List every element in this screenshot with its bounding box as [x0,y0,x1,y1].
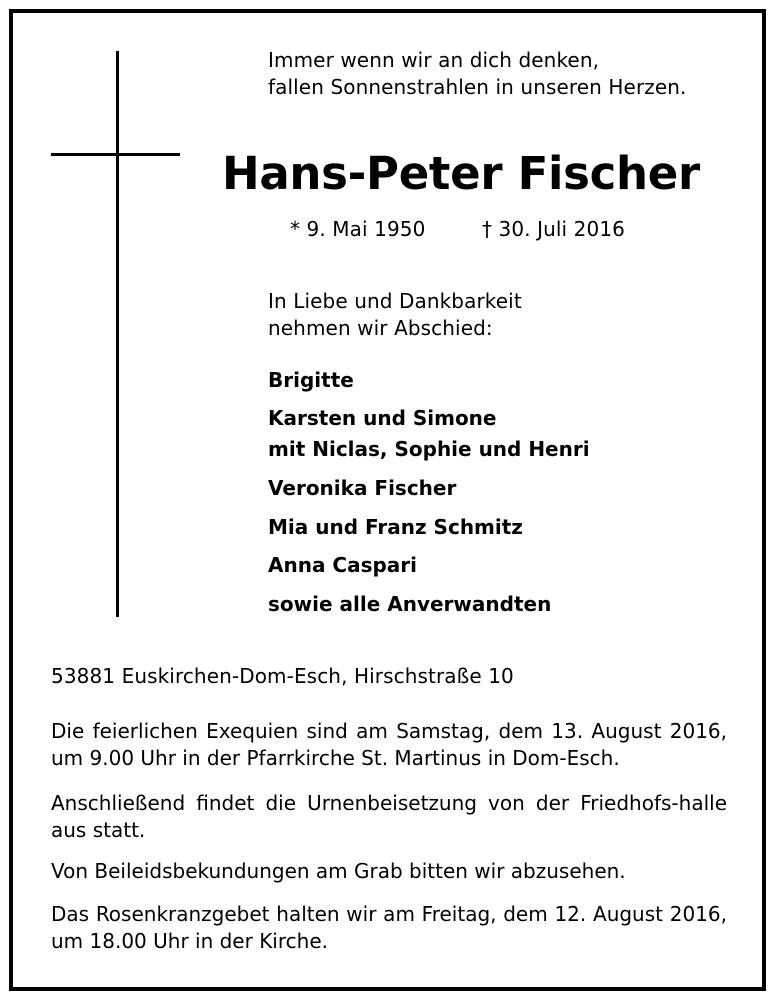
motto-line-2: fallen Sonnenstrahlen in unseren Herzen. [268,75,687,99]
farewell-line-2: nehmen wir Abschied: [268,316,493,340]
rosary-paragraph: Das Rosenkranzgebet halten wir am Freitag, dem 12. August 2016, um 18.00 Uhr in der Kirche. [51,902,727,953]
deceased-name: Hans-Peter Fischer [222,147,700,200]
condolence-paragraph: Von Beileidsbekundungen am Grab bitten wir abzusehen. [51,859,626,883]
cross-vertical-bar [116,51,119,617]
mourner-name: Anna Caspari [268,553,418,577]
mourner-name: Brigitte [268,368,354,392]
mourner-name: sowie alle Anverwandten [268,592,552,616]
motto [268,47,687,101]
farewell-line-1: In Liebe und Dankbarkeit [268,289,522,313]
death-date: † 30. Juli 2016 [482,217,625,241]
motto-line-1: Immer wenn wir an dich denken, [268,48,600,72]
mourner-name: Veronika Fischer [268,476,457,500]
funeral-service-paragraph: Die feierlichen Exequien sind am Samstag, dem 13. August 2016, um 9.00 Uhr in der Pfarrkirche St. Martinus in Dom-Esch. [51,719,727,770]
address: 53881 Euskirchen-Dom-Esch, Hirschstraße 10 [51,664,514,688]
cross-horizontal-bar [51,153,180,156]
mourner-name: Mia und Franz Schmitz [268,515,523,539]
mourner-name: mit Niclas, Sophie und Henri [268,437,590,461]
burial-paragraph: Anschließend findet die Urnenbeisetzung von der Friedhofs-halle aus statt. [51,791,727,842]
birth-date: * 9. Mai 1950 [290,217,426,241]
mourner-name: Karsten und Simone [268,406,497,430]
farewell-text [268,288,522,342]
